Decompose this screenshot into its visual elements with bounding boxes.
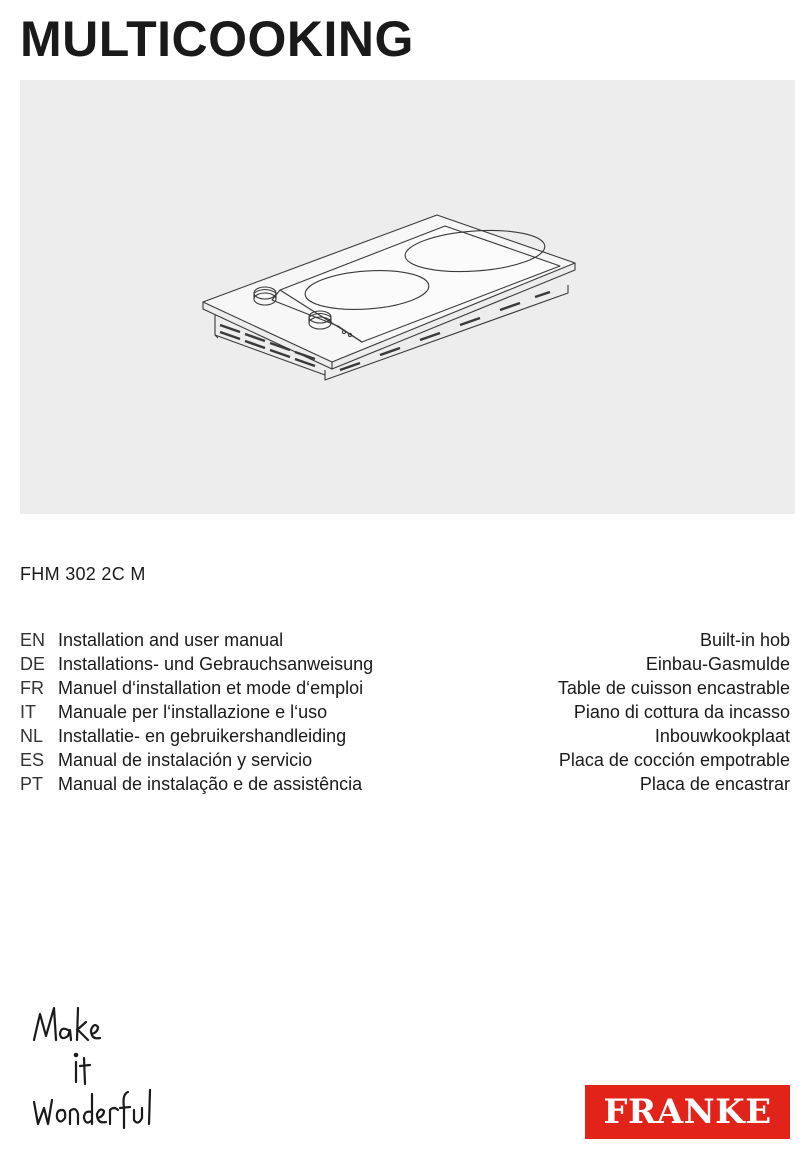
product-type: Placa de encastrar bbox=[639, 774, 790, 794]
product-type: Piano di cottura da incasso bbox=[573, 702, 790, 722]
language-code: IT bbox=[20, 702, 36, 722]
language-row-nl bbox=[20, 724, 790, 748]
language-code: ES bbox=[20, 750, 45, 770]
cooktop-illustration-icon bbox=[20, 80, 795, 514]
language-row-de bbox=[20, 652, 790, 676]
manual-title: Manual de instalación y servicio bbox=[58, 750, 313, 770]
manual-title: Installation and user manual bbox=[58, 630, 284, 650]
language-code: PT bbox=[20, 774, 44, 794]
manual-title: Installations- und Gebrauchsanweisung bbox=[58, 654, 374, 674]
manual-title: Manual de instalação e de assistência bbox=[58, 774, 363, 794]
manual-title: Manuale per l‘installazione e l‘uso bbox=[58, 702, 328, 722]
language-code: DE bbox=[20, 654, 46, 674]
language-row-es bbox=[20, 748, 790, 772]
manual-title: Installatie- en gebruikershandleiding bbox=[58, 726, 347, 746]
product-type: Einbau-Gasmulde bbox=[645, 654, 790, 674]
model-number: FHM 302 2C M bbox=[20, 564, 146, 584]
language-row-it bbox=[20, 700, 790, 724]
product-image bbox=[20, 80, 795, 514]
language-code: NL bbox=[20, 726, 44, 746]
product-type: Placa de cocción empotrable bbox=[558, 750, 790, 770]
language-code: EN bbox=[20, 630, 46, 650]
manual-title: Manuel d‘installation et mode d‘emploi bbox=[58, 678, 364, 698]
document-title: MULTICOOKING bbox=[20, 11, 414, 67]
franke-logo bbox=[585, 1085, 790, 1139]
brand-name: FRANKE bbox=[603, 1092, 772, 1132]
language-row-en bbox=[20, 628, 790, 652]
product-type: Built-in hob bbox=[699, 630, 790, 650]
language-code: FR bbox=[20, 678, 44, 698]
language-row-pt bbox=[20, 772, 790, 796]
handwritten-slogan bbox=[28, 1000, 178, 1140]
product-type: Inbouwkookplaat bbox=[654, 726, 790, 746]
language-list bbox=[20, 628, 790, 796]
language-row-fr bbox=[20, 676, 790, 700]
make-it-wonderful-signature-icon bbox=[28, 1000, 178, 1140]
product-type: Table de cuisson encastrable bbox=[557, 678, 790, 698]
